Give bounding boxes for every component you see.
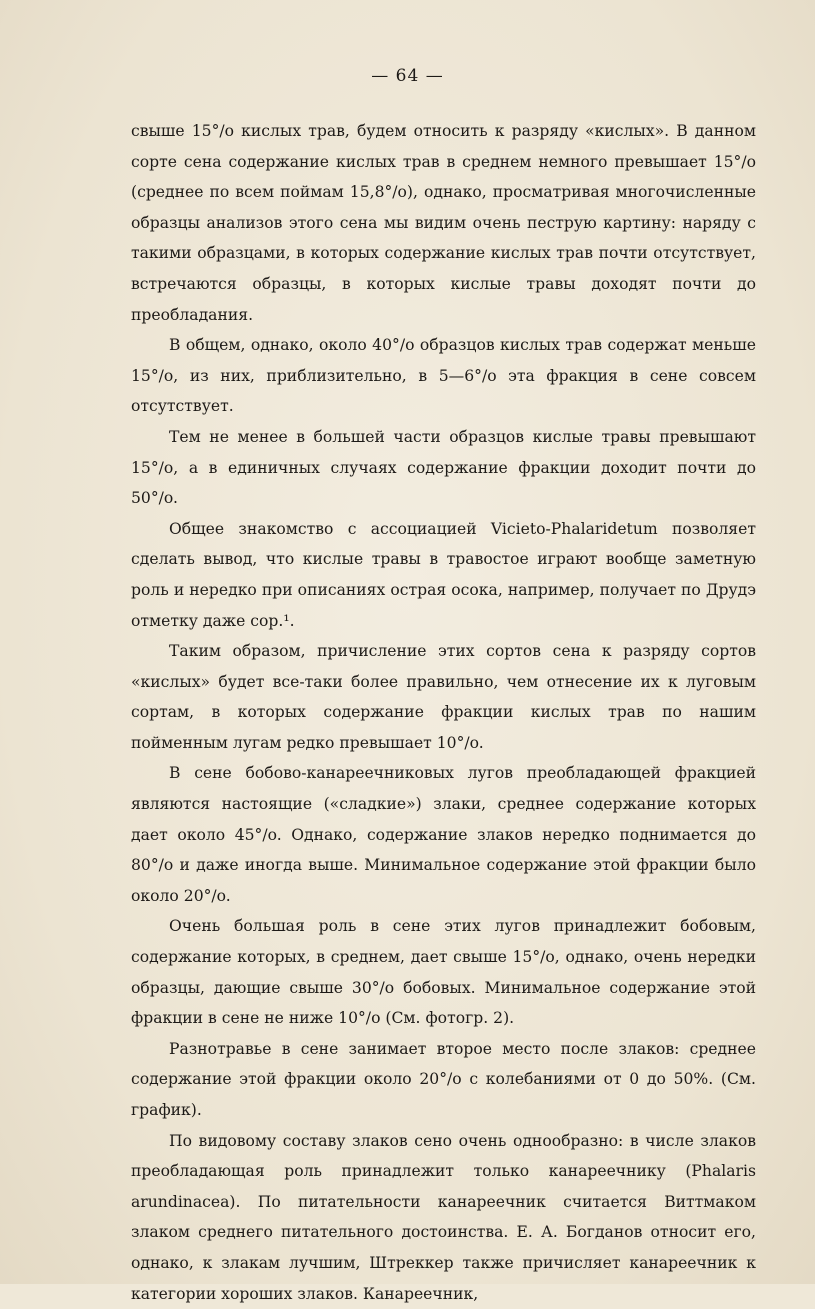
paragraph-4: Общее знакомство с ассоциацией Vicieto-Phalaridetum позволяет сделать вывод, что кислые травы в травостое играют вообще заметную роль и нередко при описаниях острая осока, например, получает по Друдэ отметку даже сор.¹.	[131, 519, 756, 630]
paragraph-3: Тем не менее в большей части образцов кислые травы превышают 15°/o, а в единичных случаях содержание фракции доходит почти до 50°/o.	[131, 427, 756, 508]
paragraph-9: По видовому составу злаков сено очень однообразно: в числе злаков преобладающая роль принадлежит только канареечнику (Phalaris arundinacea). По питательности канареечник считается Виттмаком злаком среднего питательного достоинства. Е. А. Богданов относит его, однако, к злакам лучшим, Штреккер также причисляет канареечник к категории хороших злаков. Канареечник,	[131, 1131, 756, 1303]
paragraph-5: Таким образом, причисление этих сортов сена к разряду сортов «кислых» будет все-таки более правильно, чем отнесение их к луговым сортам, в которых содержание фракции кислых трав по нашим пойменным лугам редко превышает 10°/o.	[131, 642, 756, 752]
paragraph-2: В общем, однако, около 40°/o образцов кислых трав содержат меньше 15°/o, из них, приблизительно, в 5—6°/o эта фракция в сене совсем отсутствует.	[131, 336, 756, 416]
paragraph-6: В сене бобово-канареечниковых лугов преобладающей фракцией являются настоящие («сладкие») злаки, среднее содержание которых дает около 45°/o. Однако, содержание злаков нередко поднимается до 80°/o и даже иногда выше. Минимальное содержание этой фракции было около 20°/o.	[131, 764, 756, 905]
text-body	[131, 116, 756, 1309]
page-number: — 64 —	[371, 66, 444, 86]
paragraph-7: Очень большая роль в сене этих лугов принадлежит бобовым, содержание которых, в среднем, дает свыше 15°/o, однако, очень нередки образцы, дающие свыше 30°/o бобовых. Минимальное содержание этой фракции в сене не ниже 10°/o (См. фотогр. 2).	[131, 917, 756, 1028]
paragraph-8: Разнотравье в сене занимает второе место после злаков: среднее содержание этой фракции около 20°/o с колебаниями от 0 до 50%. (См. график).	[131, 1039, 756, 1119]
paragraph-1: свыше 15°/o кислых трав, будем относить к разряду «кислых». В данном сорте сена содержание кислых трав в среднем немного превышает 15°/o (среднее по всем поймам 15,8°/o), однако, просматривая многочисленные образцы анализов этого сена мы видим очень пеструю картину: наряду с такими образцами, в которых содержание кислых трав почти отсутствует, встречаются образцы, в которых кислые травы доходят почти до преобладания.	[131, 122, 756, 324]
